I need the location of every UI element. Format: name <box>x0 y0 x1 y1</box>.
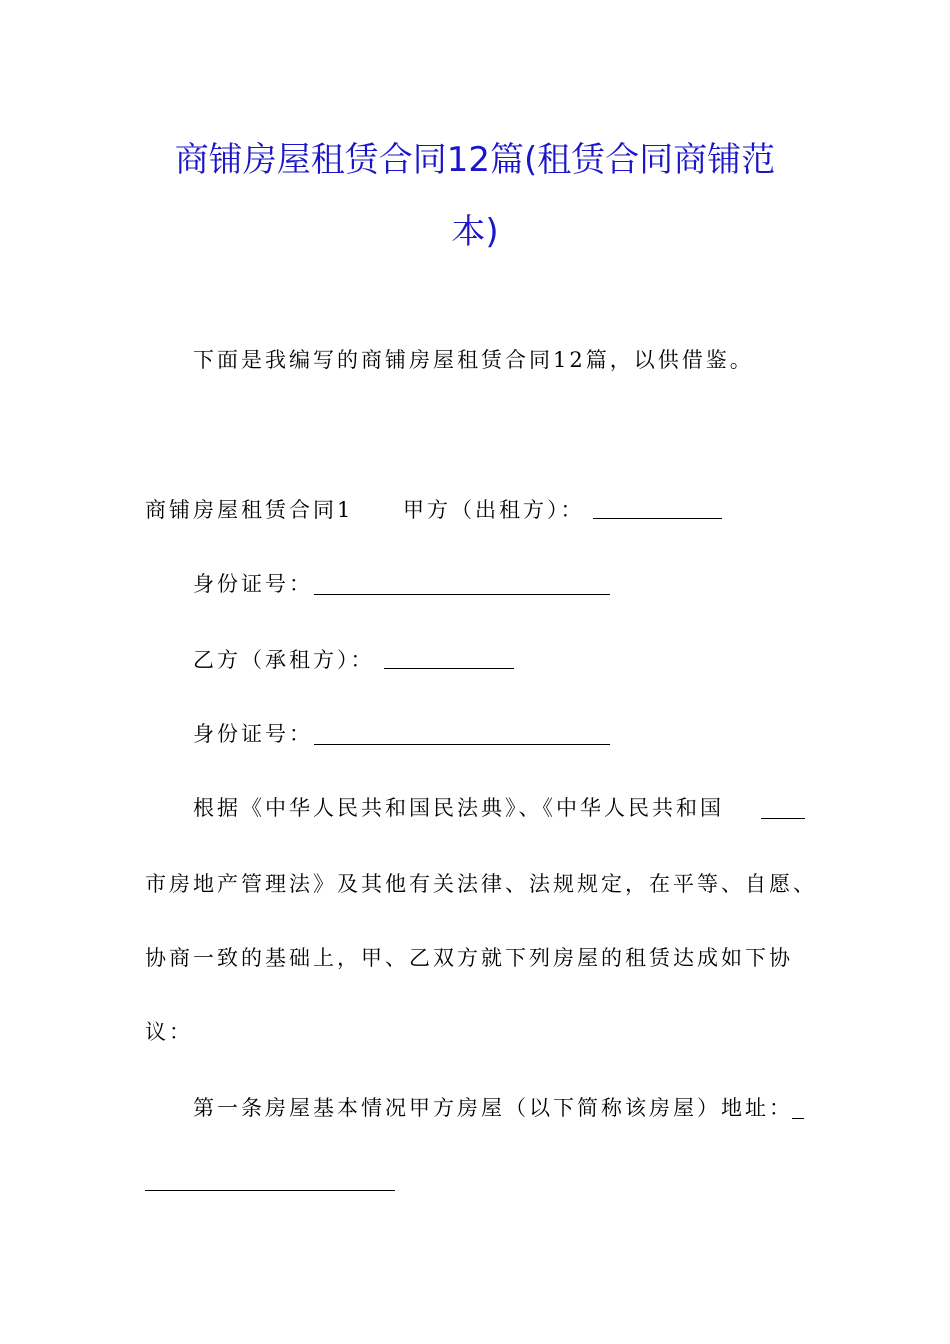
paragraph-line: 议： <box>145 1020 193 1044</box>
document-title-line-2: 本) <box>451 212 499 252</box>
intro-paragraph: 下面是我编写的商铺房屋租赁合同12篇，以供借鉴。 <box>193 348 754 372</box>
address-blank-start <box>792 1118 804 1119</box>
party-a-blank <box>593 518 722 519</box>
paragraph-line: 根据《中华人民共和国民法典》、《中华人民共和国 <box>193 796 724 820</box>
address-blank <box>145 1190 395 1191</box>
id-label: 身份证号： <box>193 572 313 596</box>
id-blank-1 <box>314 594 610 595</box>
document-title-line-1: 商铺房屋租赁合同12篇(租赁合同商铺范 <box>174 140 776 180</box>
id-blank-2 <box>314 744 610 745</box>
paragraph-line: 市房地产管理法》及其他有关法律、法规规定，在平等、自愿、 <box>145 872 817 896</box>
party-a-row <box>403 496 585 524</box>
contract-title: 商铺房屋租赁合同1 <box>145 498 354 522</box>
article-1: 第一条房屋基本情况甲方房屋（以下简称该房屋）地址： <box>193 1096 793 1120</box>
paragraph-line: 协商一致的基础上，甲、乙双方就下列房屋的租赁达成如下协 <box>145 946 793 970</box>
party-a-label: 甲方（出租方）： <box>403 498 585 522</box>
party-b-row <box>193 646 375 674</box>
city-blank <box>761 818 805 819</box>
id-label: 身份证号： <box>193 722 313 746</box>
contract-heading <box>145 496 353 524</box>
id-row-1 <box>193 570 313 598</box>
party-b-label: 乙方（承租方）： <box>193 648 375 672</box>
party-b-blank <box>384 668 514 669</box>
id-row-2 <box>193 720 313 748</box>
